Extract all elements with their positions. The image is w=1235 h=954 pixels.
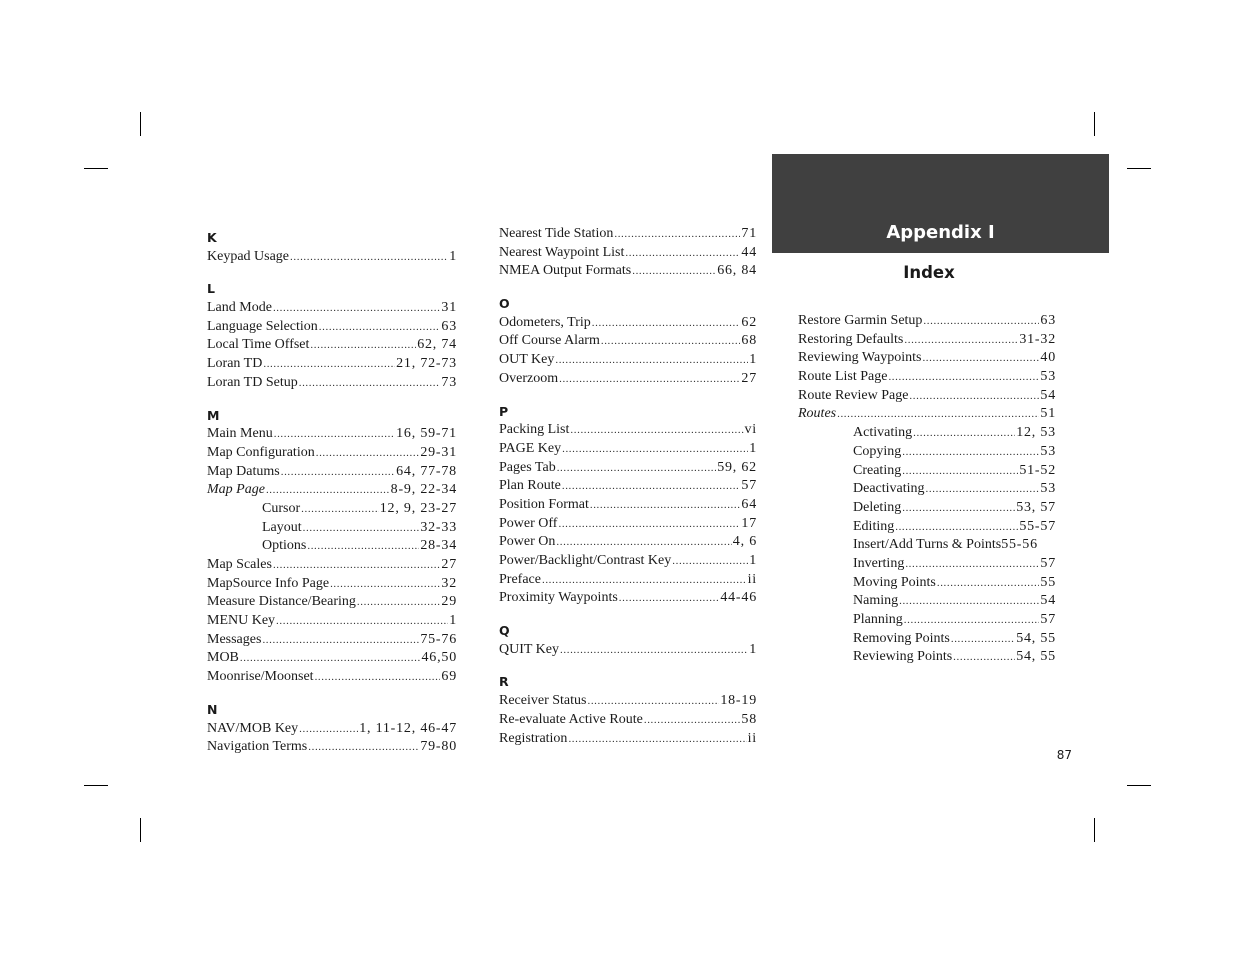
index-page-ref: 8-9, 22-34 [390, 482, 457, 498]
dot-leader [632, 262, 716, 281]
index-page-ref: 75-76 [420, 631, 457, 647]
dot-leader [316, 444, 420, 463]
index-page-ref: 1 [749, 352, 757, 368]
index-page-ref: 55-56 [1001, 537, 1038, 553]
index-term: MENU Key [207, 613, 276, 629]
index-column-2 [499, 225, 757, 748]
dot-leader [310, 336, 416, 355]
index-term: Plan Route [499, 478, 561, 494]
index-term: Cursor [262, 500, 301, 516]
index-entry [499, 533, 757, 552]
dot-leader [274, 425, 395, 444]
index-page-ref: 51 [1040, 406, 1056, 422]
dot-leader [330, 575, 440, 594]
crop-mark [140, 112, 141, 136]
dot-leader [951, 630, 1015, 649]
dot-leader [644, 711, 741, 730]
index-entry [798, 312, 1056, 331]
index-page-ref: 31-32 [1019, 331, 1056, 347]
index-page-ref: 29-31 [420, 444, 457, 460]
crop-mark [84, 785, 108, 786]
index-page-ref: 68 [741, 333, 757, 349]
index-term: Map Configuration [207, 444, 315, 460]
index-entry [207, 668, 457, 687]
index-page-ref: 63 [1040, 313, 1056, 328]
dot-leader [263, 355, 395, 374]
index-column-1 [207, 229, 457, 757]
index-entry [207, 248, 457, 267]
index-page-ref: 18-19 [720, 693, 757, 709]
index-term: Route Review Page [798, 387, 909, 403]
index-entry [499, 515, 757, 534]
index-term: Insert/Add Turns & Points [853, 537, 1002, 553]
dot-leader [301, 500, 379, 519]
dot-leader [319, 318, 441, 337]
index-entry [499, 262, 757, 281]
index-entry [798, 349, 1056, 368]
section-title: Index [903, 263, 955, 282]
dot-leader [299, 720, 358, 739]
index-entry [499, 314, 757, 333]
index-page-ref: 44-46 [720, 590, 757, 606]
dot-leader [909, 387, 1039, 406]
index-entry [499, 571, 757, 590]
index-page-ref: 21, 72-73 [396, 356, 457, 372]
index-subentry [207, 537, 457, 556]
dot-leader [562, 477, 741, 496]
index-subentry [798, 630, 1056, 649]
index-term: Layout [262, 519, 302, 535]
index-subentry [798, 574, 1056, 593]
index-term: Deleting [853, 499, 902, 515]
index-term: Map Page [207, 482, 265, 498]
section-gap [207, 393, 457, 407]
index-subentry [207, 500, 457, 519]
index-term: OUT Key [499, 352, 555, 368]
dot-leader [590, 496, 741, 515]
index-term: Reviewing Waypoints [798, 350, 922, 366]
index-entry [499, 477, 757, 496]
index-page-ref: 12, 53 [1016, 425, 1056, 441]
index-term: Power/Backlight/Contrast Key [499, 553, 672, 568]
appendix-tab [772, 154, 1109, 253]
index-page-ref: 57 [1040, 612, 1056, 627]
dot-leader [308, 738, 419, 757]
index-term: Map Scales [207, 557, 272, 572]
dot-leader [240, 649, 421, 668]
dot-leader [902, 462, 1018, 481]
index-entry [499, 730, 757, 749]
section-gap [499, 389, 757, 403]
dot-leader [904, 611, 1040, 630]
index-page-ref: 46,50 [421, 650, 457, 666]
dot-leader [299, 374, 441, 393]
index-term: Deactivating [853, 481, 925, 497]
dot-leader [672, 552, 748, 571]
dot-leader [601, 332, 741, 351]
index-entry [207, 649, 457, 668]
index-page-ref: 54, 55 [1016, 630, 1056, 646]
dot-leader [558, 515, 740, 534]
index-entry [207, 299, 457, 318]
crop-mark [84, 168, 108, 169]
index-term: MapSource Info Page [207, 575, 330, 591]
dot-leader [895, 518, 1018, 537]
index-page-ref: 69 [441, 669, 457, 685]
index-entry [499, 440, 757, 459]
index-entry [207, 593, 457, 612]
dot-leader [913, 424, 1015, 443]
dot-leader [307, 537, 419, 556]
index-term: Map Datums [207, 463, 280, 479]
index-term: Route List Page [798, 369, 888, 385]
index-letter-heading: Q [499, 623, 510, 639]
index-page-ref: 55-57 [1019, 518, 1056, 534]
index-term: Loran TD [207, 356, 263, 372]
index-entry [798, 331, 1056, 350]
dot-leader [276, 612, 448, 631]
index-term: Reviewing Points [853, 649, 953, 665]
index-page-ref: ii [747, 571, 757, 587]
crop-mark [140, 818, 141, 842]
dot-leader [953, 648, 1015, 667]
index-page-ref: 32-33 [420, 519, 457, 535]
index-page-ref: 71 [741, 226, 757, 241]
index-term: Main Menu [207, 426, 273, 442]
index-page-ref: 31 [441, 300, 457, 316]
index-page-ref: 1 [449, 248, 457, 264]
index-page-ref: 66, 84 [717, 263, 757, 279]
dot-leader [619, 589, 720, 608]
index-term: Activating [853, 425, 913, 441]
index-term: Navigation Terms [207, 739, 308, 755]
crop-mark [1094, 818, 1095, 842]
index-term: Proximity Waypoints [499, 590, 618, 606]
appendix-title: Appendix I [886, 222, 995, 243]
dot-leader [542, 571, 747, 590]
dot-leader [905, 555, 1039, 574]
index-term: QUIT Key [499, 641, 560, 657]
index-entry [207, 556, 457, 575]
dot-leader [556, 533, 731, 552]
dot-leader [290, 248, 448, 267]
section-gap [207, 266, 457, 280]
index-page-ref: 1 [749, 440, 757, 456]
index-page-ref: vi [744, 422, 757, 438]
section-gap [499, 659, 757, 673]
index-page-ref: 53, 57 [1016, 499, 1056, 515]
dot-leader [568, 730, 746, 749]
index-term: Restore Garmin Setup [798, 313, 923, 328]
index-subentry [798, 443, 1056, 462]
index-page-ref: 62, 74 [417, 337, 457, 353]
dot-leader [281, 463, 395, 482]
index-column-3 [798, 312, 1056, 667]
index-term: NAV/MOB Key [207, 720, 299, 736]
dot-leader [902, 443, 1039, 462]
index-page-ref: 64, 77-78 [396, 463, 457, 479]
index-subentry [798, 536, 1056, 555]
index-subentry [798, 462, 1056, 481]
section-gap [207, 687, 457, 701]
dot-leader [902, 499, 1015, 518]
index-subentry [798, 592, 1056, 611]
dot-leader [937, 574, 1040, 593]
index-page-ref: 55 [1040, 574, 1056, 590]
index-page-ref: 54 [1040, 387, 1056, 403]
index-term: Naming [853, 593, 899, 609]
index-term: Routes [798, 406, 837, 422]
index-entry [499, 370, 757, 389]
dot-leader [926, 480, 1040, 499]
index-page-ref: 53 [1040, 369, 1056, 385]
index-entry [499, 589, 757, 608]
index-term: PAGE Key [499, 440, 562, 456]
index-entry [207, 720, 457, 739]
index-page-ref: 57 [1040, 555, 1056, 571]
index-entry [499, 332, 757, 351]
dot-leader [559, 370, 740, 389]
index-subentry [798, 424, 1056, 443]
index-term: Local Time Offset [207, 337, 310, 353]
index-entry [798, 368, 1056, 387]
index-page-ref: 4, 6 [732, 534, 757, 550]
dot-leader [562, 440, 748, 459]
index-term: Nearest Waypoint List [499, 244, 625, 260]
index-entry [499, 711, 757, 730]
index-page-ref: 16, 59-71 [396, 426, 457, 442]
dot-leader [923, 312, 1039, 331]
dot-leader [315, 668, 441, 687]
index-term: Copying [853, 443, 902, 459]
dot-leader [888, 368, 1039, 387]
dot-leader [625, 244, 740, 263]
index-page-ref: 29 [441, 594, 457, 610]
index-term: Keypad Usage [207, 248, 290, 264]
index-letter-heading: L [207, 281, 215, 297]
index-term: Options [262, 538, 307, 554]
index-subentry [798, 555, 1056, 574]
index-page-ref: 32 [441, 575, 457, 591]
index-entry [798, 405, 1056, 424]
dot-leader [262, 631, 419, 650]
dot-leader [273, 299, 440, 318]
index-subentry [798, 499, 1056, 518]
index-term: Position Format [499, 496, 589, 512]
dot-leader [273, 556, 440, 575]
index-subentry [798, 518, 1056, 537]
index-page-ref: 1 [749, 641, 757, 657]
index-page-ref: 57 [741, 478, 757, 494]
index-term: Editing [853, 518, 895, 534]
index-letter-heading: N [207, 701, 218, 717]
index-term: Loran TD Setup [207, 374, 298, 390]
index-letter-heading: R [499, 674, 509, 690]
index-page-ref: 53 [1040, 481, 1056, 497]
index-page-ref: 1 [749, 553, 757, 568]
index-term: Receiver Status [499, 693, 587, 709]
index-page-ref: 27 [741, 370, 757, 386]
dot-leader [557, 459, 716, 478]
section-gap [499, 281, 757, 295]
index-page-ref: 27 [441, 557, 457, 572]
index-page-ref: ii [747, 730, 757, 746]
index-page-ref: 54 [1040, 593, 1056, 609]
dot-leader [904, 331, 1018, 350]
dot-leader [570, 421, 743, 440]
index-entry [499, 351, 757, 370]
index-entry [207, 575, 457, 594]
index-page-ref: 59, 62 [717, 459, 757, 475]
index-term: Removing Points [853, 630, 950, 646]
index-term: Packing List [499, 422, 570, 438]
index-term: Restoring Defaults [798, 331, 904, 347]
index-entry [207, 463, 457, 482]
index-page-ref: 40 [1040, 350, 1056, 366]
index-entry [207, 612, 457, 631]
dot-leader [587, 692, 719, 711]
index-page-ref: 63 [441, 318, 457, 334]
index-term: Power On [499, 534, 556, 550]
crop-mark [1127, 785, 1151, 786]
index-page-ref: 51-52 [1019, 462, 1056, 478]
index-entry [499, 496, 757, 515]
index-entry [207, 425, 457, 444]
section-gap [499, 608, 757, 622]
index-entry [207, 336, 457, 355]
index-page-ref: 44 [741, 244, 757, 260]
index-entry [499, 641, 757, 660]
index-term: Moving Points [853, 574, 936, 590]
index-entry [207, 318, 457, 337]
dot-leader [922, 349, 1039, 368]
index-page-ref: 79-80 [420, 739, 457, 755]
index-term: Creating [853, 462, 902, 478]
index-term: MOB [207, 650, 239, 666]
dot-leader [592, 314, 741, 333]
index-term: Registration [499, 730, 568, 746]
index-page-ref: 58 [741, 711, 757, 727]
dot-leader [357, 593, 441, 612]
page-number: 87 [1056, 748, 1072, 762]
index-term: Land Mode [207, 300, 272, 316]
index-term: Planning [853, 612, 903, 627]
index-entry [207, 631, 457, 650]
index-term: Pages Tab [499, 459, 556, 475]
index-letter-heading: K [207, 230, 217, 245]
crop-mark [1127, 168, 1151, 169]
index-page-ref: 1 [449, 613, 457, 629]
index-term: Inverting [853, 555, 905, 571]
index-page-ref: 28-34 [420, 538, 457, 554]
index-term: Off Course Alarm [499, 333, 600, 349]
index-term: Nearest Tide Station [499, 226, 614, 241]
index-term: Odometers, Trip [499, 314, 591, 330]
index-term: Preface [499, 571, 541, 587]
index-entry [207, 481, 457, 500]
index-subentry [798, 480, 1056, 499]
index-letter-heading: M [207, 407, 220, 423]
dot-leader [837, 405, 1039, 424]
dot-leader [303, 519, 420, 538]
dot-leader [555, 351, 748, 370]
index-term: Power Off [499, 515, 558, 531]
index-entry [207, 738, 457, 757]
index-page-ref: 17 [741, 515, 757, 531]
index-entry [499, 244, 757, 263]
index-entry [207, 444, 457, 463]
index-entry [207, 355, 457, 374]
index-entry [798, 387, 1056, 406]
index-entry [499, 692, 757, 711]
index-term: Messages [207, 631, 262, 647]
index-letter-heading: O [499, 296, 510, 312]
dot-leader [266, 481, 390, 500]
crop-mark [1094, 112, 1095, 136]
dot-leader [899, 592, 1039, 611]
index-page-ref: 62 [741, 314, 757, 330]
index-entry [499, 225, 757, 244]
index-subentry [207, 519, 457, 538]
index-term: Language Selection [207, 318, 318, 334]
index-term: Measure Distance/Bearing [207, 594, 356, 610]
index-page-ref: 64 [741, 496, 757, 512]
index-entry [499, 552, 757, 571]
index-subentry [798, 611, 1056, 630]
index-subentry [798, 648, 1056, 667]
index-page-ref: 12, 9, 23-27 [379, 500, 457, 516]
index-entry [499, 459, 757, 478]
index-entry [207, 374, 457, 393]
index-letter-heading: P [499, 403, 509, 419]
index-term: NMEA Output Formats [499, 263, 632, 279]
index-term: Overzoom [499, 370, 559, 386]
index-page-ref: 1, 11-12, 46-47 [359, 720, 457, 736]
index-term: Moonrise/Moonset [207, 669, 314, 685]
dot-leader [560, 641, 748, 660]
index-page-ref: 54, 55 [1016, 649, 1056, 665]
index-term: Re-evaluate Active Route [499, 711, 643, 727]
index-entry [499, 421, 757, 440]
dot-leader [614, 225, 740, 244]
index-page-ref: 53 [1040, 443, 1056, 459]
index-page-ref: 73 [441, 374, 457, 390]
